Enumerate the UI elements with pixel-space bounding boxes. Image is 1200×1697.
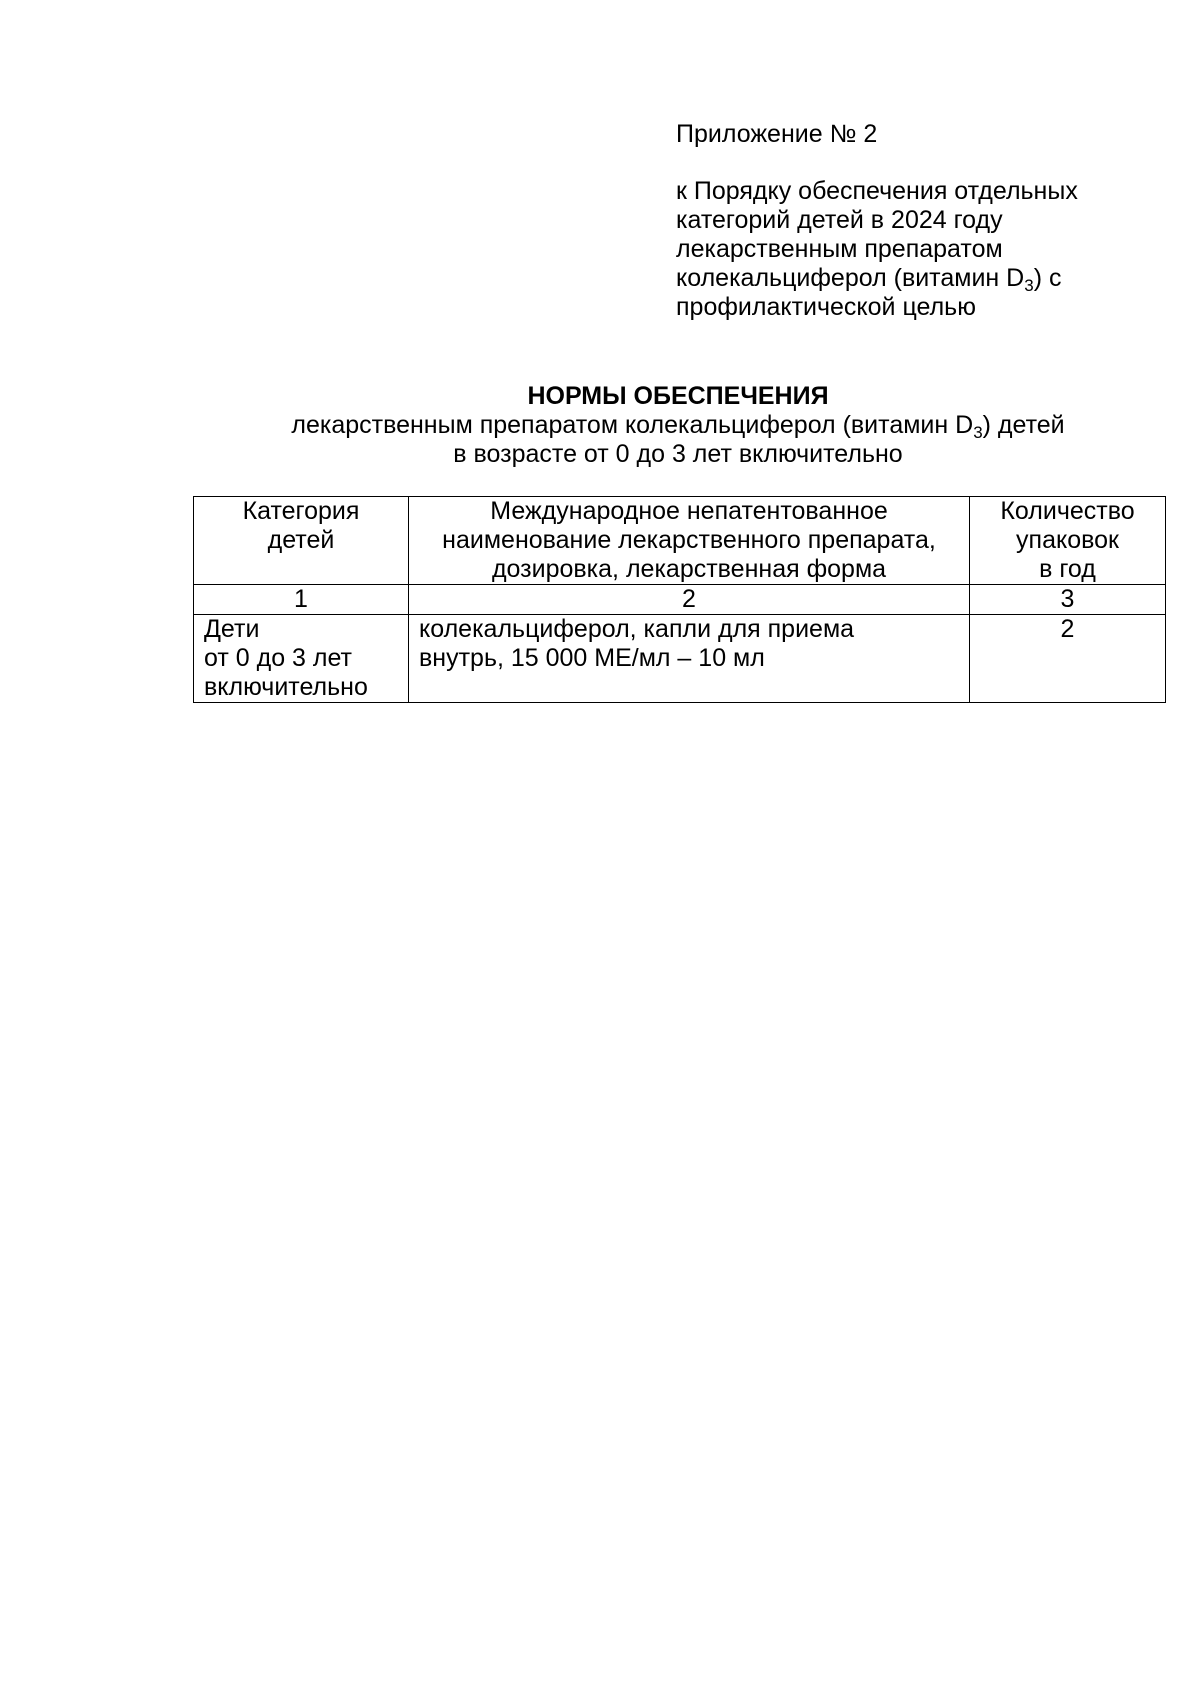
- heading-subtitle: [193, 411, 1163, 440]
- appendix-line: лекарственным препаратом: [676, 235, 1003, 263]
- column-number: 2: [409, 585, 970, 615]
- header-text: наименование лекарственного препарата,: [442, 526, 936, 554]
- cell-text: от 0 до 3 лет: [204, 644, 352, 672]
- header-cell-quantity: [970, 497, 1166, 585]
- cell-text: внутрь, 15 000 МЕ/мл – 10 мл: [419, 644, 765, 672]
- appendix-line-text: колекальциферол (витамин D: [676, 264, 1025, 292]
- appendix-line: к Порядку обеспечения отдельных: [676, 177, 1078, 205]
- document-heading: [193, 382, 1163, 469]
- cell-text: колекальциферол, капли для приема: [419, 615, 855, 643]
- cell-drug: [409, 615, 970, 703]
- header-text: упаковок: [1016, 526, 1119, 554]
- header-text: Количество: [1000, 497, 1135, 525]
- column-number-row: [194, 585, 1166, 615]
- header-text: Категория: [242, 497, 360, 525]
- header-cell-drug: [409, 497, 970, 585]
- appendix-number: Приложение № 2: [676, 120, 878, 148]
- subscript: 3: [973, 423, 983, 442]
- column-number: 3: [970, 585, 1166, 615]
- page-title: НОРМЫ ОБЕСПЕЧЕНИЯ: [527, 382, 829, 410]
- header-text: дозировка, лекарственная форма: [491, 555, 887, 583]
- header-text: детей: [267, 526, 335, 554]
- subtitle-text: лекарственным препаратом колекальциферол (витамин D: [291, 411, 974, 439]
- heading-subtitle-line2: в возрасте от 0 до 3 лет включительно: [453, 440, 903, 468]
- appendix-line-text: ) с: [1033, 264, 1062, 292]
- subscript: 3: [1024, 276, 1034, 295]
- cell-text: Дети: [204, 615, 260, 643]
- cell-text: включительно: [204, 673, 368, 701]
- table-header-row: [194, 497, 1166, 585]
- norms-table: [193, 496, 1166, 703]
- subtitle-text: ) детей: [982, 411, 1065, 439]
- cell-category: [194, 615, 409, 703]
- appendix-line: [676, 264, 1136, 293]
- appendix-line: профилактической целью: [676, 293, 976, 321]
- appendix-block: [676, 120, 1136, 322]
- header-text: в год: [1039, 555, 1096, 583]
- table-row: [194, 615, 1166, 703]
- header-text: Международное непатентованное: [490, 497, 888, 525]
- cell-quantity: 2: [970, 615, 1166, 703]
- column-number: 1: [194, 585, 409, 615]
- header-cell-category: [194, 497, 409, 585]
- appendix-line: категорий детей в 2024 году: [676, 206, 1003, 234]
